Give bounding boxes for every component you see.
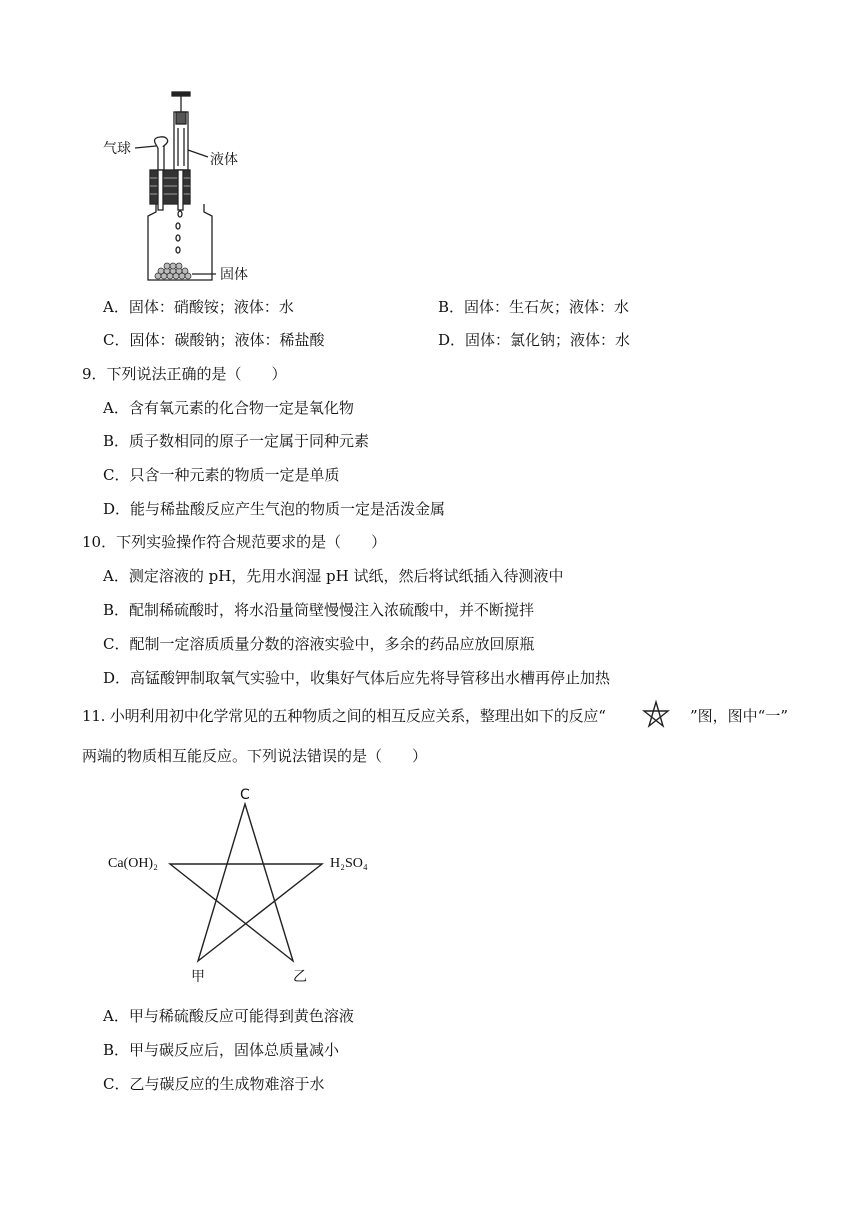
q10-option-a: A．测定溶液的 pH，先用水润湿 pH 试纸，然后将试纸插入待测液中	[103, 567, 564, 585]
q11-stem-line2: 两端的物质相互能反应。下列说法错误的是（ ）	[82, 747, 428, 765]
q9-option-c: C．只含一种元素的物质一定是单质	[103, 466, 340, 484]
balloon-label: 气球	[103, 141, 131, 157]
q11-stem-part2: ”图，图中“一”	[690, 707, 789, 725]
liquid-label: 液体	[210, 152, 238, 168]
star-node-bottom-left: 甲	[191, 969, 205, 985]
q9-option-b: B．质子数相同的原子一定属于同种元素	[103, 432, 370, 450]
q10-option-d: D．高锰酸钾制取氧气实验中，收集好气体后应先将导管移出水槽再停止加热	[103, 669, 611, 687]
q11-option-a: A．甲与稀硫酸反应可能得到黄色溶液	[103, 1007, 354, 1025]
q11-option-c: C．乙与碳反应的生成物难溶于水	[103, 1075, 325, 1093]
q10-stem: 10．下列实验操作符合规范要求的是（ ）	[82, 533, 387, 551]
q10-option-b: B．配制稀硫酸时，将水沿量筒壁慢慢注入浓硫酸中，并不断搅拌	[103, 601, 535, 619]
solid-label: 固体	[220, 267, 248, 283]
star-node-right: H₂SO₄	[330, 856, 368, 871]
q11-option-b: B．甲与碳反应后，固体总质量减小	[103, 1041, 340, 1059]
star-node-top: C	[240, 787, 250, 803]
q8-option-b: B．固体：生石灰；液体：水	[438, 298, 630, 316]
q10-option-c: C．配制一定溶质质量分数的溶液实验中，多余的药品应放回原瓶	[103, 635, 535, 653]
q8-option-a: A．固体：硝酸铵；液体：水	[103, 298, 294, 316]
q11-stem-part1: 11. 小明利用初中化学常见的五种物质之间的相互反应关系，整理出如下的反应“	[82, 707, 606, 725]
q9-option-a: A．含有氧元素的化合物一定是氧化物	[103, 399, 354, 417]
star-node-left: Ca(OH)₂	[108, 856, 158, 871]
q8-option-d: D．固体：氯化钠；液体：水	[438, 331, 631, 349]
q9-stem: 9．下列说法正确的是（ ）	[82, 365, 287, 383]
q9-option-d: D．能与稀盐酸反应产生气泡的物质一定是活泼金属	[103, 500, 446, 518]
star-node-bottom-right: 乙	[293, 969, 307, 985]
q8-option-c: C．固体：碳酸钠；液体：稀盐酸	[103, 331, 325, 349]
